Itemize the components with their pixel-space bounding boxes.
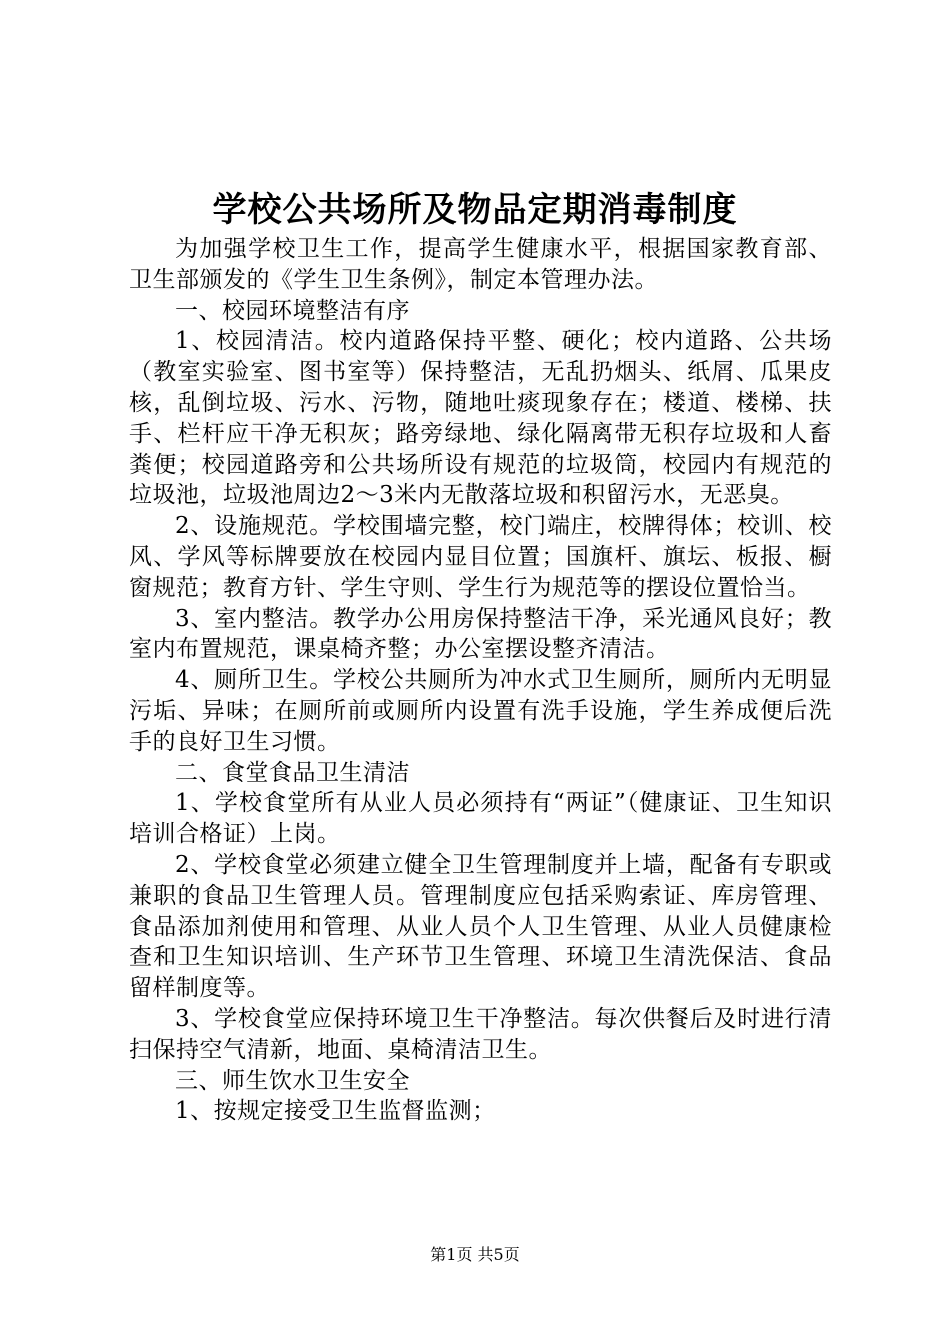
- paragraph-toilet: 4、厕所卫生。学校公共厕所为冲水式卫生厕所，厕所内无明显污垢、异味；在厕所前或厕所内设置有洗手设施，学生养成便后洗手的良好卫生习惯。: [129, 667, 832, 755]
- section-heading-3: 三、师生饮水卫生安全: [175, 1067, 410, 1094]
- paragraph-canteen-clean: 3、学校食堂应保持环境卫生干净整洁。每次供餐后及时进行清扫保持空气清新，地面、桌椅清洁卫生。: [129, 1005, 832, 1063]
- page-number-footer: 第1页 共5页: [430, 1245, 520, 1264]
- paragraph-canteen-rules: 2、学校食堂必须建立健全卫生管理制度并上墙，配备有专职或兼职的食品卫生管理人员。管理制度应包括采购索证、库房管理、食品添加剂使用和管理、从业人员个人卫生管理、从业人员健康检查和卫生知识培训、生产环节卫生管理、环境卫生清洗保洁、食品留样制度等。: [129, 851, 832, 1002]
- paragraph-campus-cleaning: 1、校园清洁。校内道路保持平整、硬化；校内道路、公共场（教室实验室、图书室等）保持整洁，无乱扔烟头、纸屑、瓜果皮核，乱倒垃圾、污水、污物，随地吐痰现象存在；楼道、楼梯、扶手、栏杆应干净无积灰；路旁绿地、绿化隔离带无积存垃圾和人畜粪便；校园道路旁和公共场所设有规范的垃圾筒，校园内有规范的垃圾池，垃圾池周边2～3米内无散落垃圾和积留污水，无恶臭。: [129, 328, 832, 509]
- paragraph-water-monitoring: 1、按规定接受卫生监督监测；: [175, 1098, 496, 1125]
- paragraph-facilities: 2、设施规范。学校围墙完整，校门端庄，校牌得体；校训、校风、学风等标牌要放在校园内显目位置；国旗杆、旗坛、板报、橱窗规范；教育方针、学生守则、学生行为规范等的摆设位置恰当。: [129, 513, 832, 601]
- document-body: [129, 234, 832, 1127]
- section-heading-1: 一、校园环境整洁有序: [175, 297, 410, 324]
- section-heading-2: 二、食堂食品卫生清洁: [175, 759, 410, 786]
- document-title: 学校公共场所及物品定期消毒制度: [212, 190, 738, 230]
- paragraph-canteen-staff: 1、学校食堂所有从业人员必须持有“两证”（健康证、卫生知识培训合格证）上岗。: [129, 790, 832, 848]
- paragraph-indoor: 3、室内整洁。教学办公用房保持整洁干净，采光通风良好；教室内布置规范，课桌椅齐整；办公室摆设整齐清洁。: [129, 605, 832, 663]
- paragraph-intro: 为加强学校卫生工作，提高学生健康水平，根据国家教育部、卫生部颁发的《学生卫生条例》，制定本管理办法。: [129, 236, 832, 293]
